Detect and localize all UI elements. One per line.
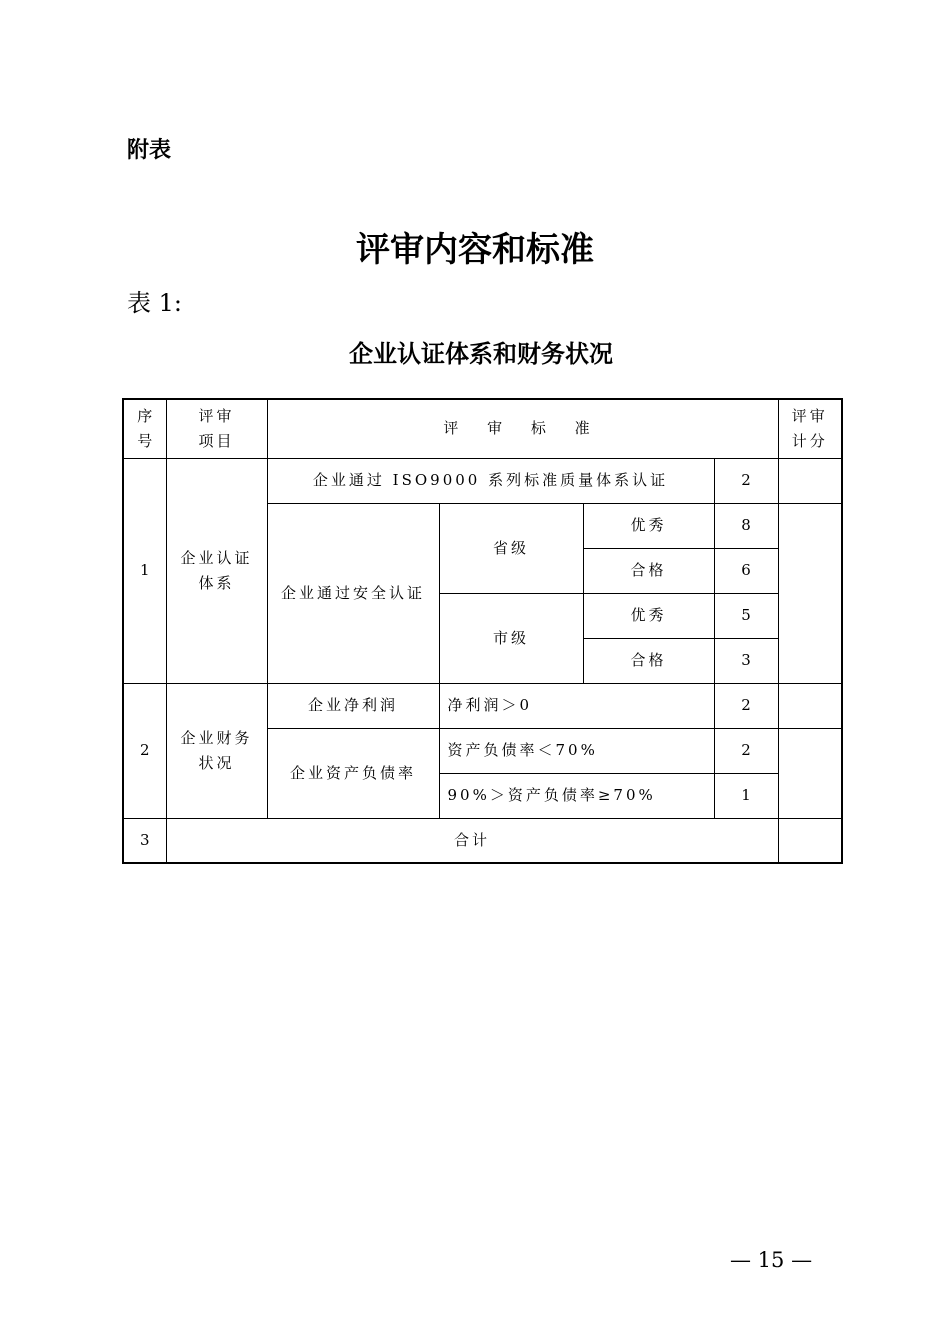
points: 2 xyxy=(714,683,778,728)
score-cell xyxy=(778,728,842,818)
table-header-row xyxy=(123,399,842,458)
row-number: 1 xyxy=(123,458,166,683)
points: 3 xyxy=(714,638,778,683)
points: 2 xyxy=(714,458,778,503)
points: 5 xyxy=(714,593,778,638)
grade-excellent: 优秀 xyxy=(583,593,714,638)
safety-certification: 企业通过安全认证 xyxy=(267,503,439,683)
score-cell xyxy=(778,818,842,863)
grade-pass: 合格 xyxy=(583,638,714,683)
page-title: 评审内容和标准 xyxy=(356,230,594,270)
net-profit: 企业净利润 xyxy=(267,683,439,728)
evaluation-table xyxy=(122,398,843,864)
score-cell xyxy=(778,503,842,683)
header-score: 评审 计分 xyxy=(778,399,842,458)
header-item: 评审 项目 xyxy=(166,399,267,458)
score-cell xyxy=(778,683,842,728)
item-enterprise-certification: 企业认证 体系 xyxy=(166,458,267,683)
iso-certification: 企业通过 ISO9000 系列标准质量体系认证 xyxy=(267,458,714,503)
row-number: 3 xyxy=(123,818,166,863)
appendix-label: 附表 xyxy=(127,138,172,163)
row-number: 2 xyxy=(123,683,166,818)
page-number: — 15 — xyxy=(730,1248,813,1272)
net-profit-condition: 净利润＞0 xyxy=(439,683,714,728)
debt-ratio: 企业资产负债率 xyxy=(267,728,439,818)
header-criteria: 评 审 标 准 xyxy=(267,399,778,458)
score-cell xyxy=(778,458,842,503)
table-row-total xyxy=(123,818,842,863)
points: 6 xyxy=(714,548,778,593)
provincial-level: 省级 xyxy=(439,503,583,593)
municipal-level: 市级 xyxy=(439,593,583,683)
table-row xyxy=(123,458,842,503)
debt-ratio-condition: 资产负债率＜70% xyxy=(439,728,714,773)
points: 8 xyxy=(714,503,778,548)
header-no: 序 号 xyxy=(123,399,166,458)
debt-ratio-condition: 90%＞资产负债率≥70% xyxy=(439,773,714,818)
grade-excellent: 优秀 xyxy=(583,503,714,548)
grade-pass: 合格 xyxy=(583,548,714,593)
table-row xyxy=(123,683,842,728)
points: 1 xyxy=(714,773,778,818)
table-title: 企业认证体系和财务状况 xyxy=(349,340,613,368)
total-label: 合计 xyxy=(166,818,778,863)
table-label: 表 1: xyxy=(127,289,182,317)
item-financial-status: 企业财务 状况 xyxy=(166,683,267,818)
points: 2 xyxy=(714,728,778,773)
